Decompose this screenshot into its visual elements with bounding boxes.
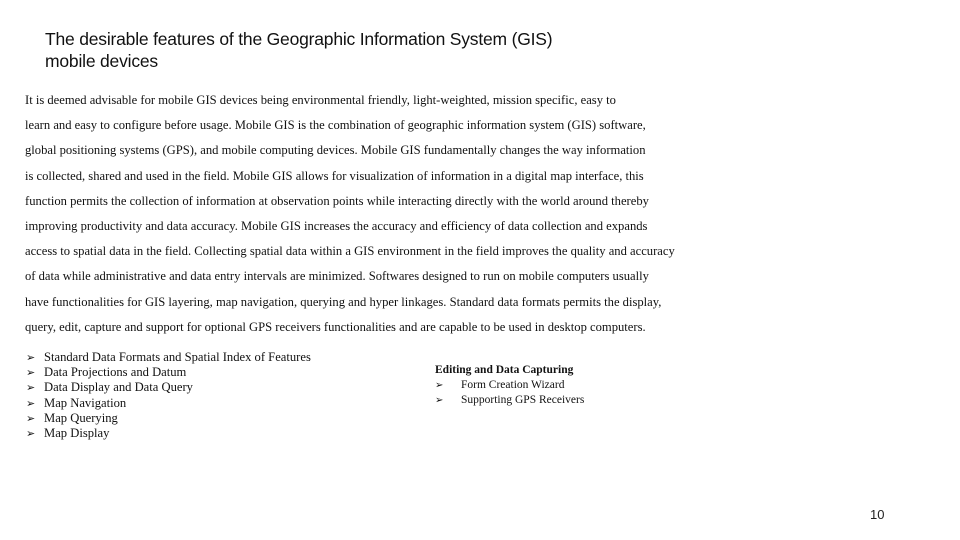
- arrow-bullet-icon: ➢: [435, 379, 444, 391]
- list-item-label: Data Display and Data Query: [44, 380, 193, 395]
- body-paragraph: [25, 90, 825, 342]
- list-item: [435, 393, 584, 409]
- paragraph-line: global positioning systems (GPS), and mobile computing devices. Mobile GIS fundamentally changes the way information: [25, 143, 646, 158]
- paragraph-line: is collected, shared and used in the field. Mobile GIS allows for visualization of information in a digital map interface, this: [25, 168, 644, 183]
- page-number: 10: [870, 507, 885, 522]
- paragraph-line: access to spatial data in the field. Collecting spatial data within a GIS environment in the field improves the quality and accuracy: [25, 244, 675, 259]
- list-item-label: Map Querying: [44, 410, 118, 425]
- arrow-bullet-icon: ➢: [26, 411, 36, 425]
- arrow-bullet-icon: ➢: [26, 396, 36, 410]
- paragraph-line: have functionalities for GIS layering, map navigation, querying and hyper linkages. Standard data formats permits the display,: [25, 294, 662, 309]
- arrow-bullet-icon: ➢: [26, 426, 36, 440]
- arrow-bullet-icon: ➢: [435, 395, 444, 406]
- section-heading: Editing and Data Capturing: [435, 364, 574, 376]
- paragraph-line: function permits the collection of information at observation points while interacting directly with the world around thereby: [25, 193, 649, 208]
- list-item-label: Data Projections and Datum: [44, 365, 187, 380]
- paragraph-line: learn and easy to configure before usage. Mobile GIS is the combination of geographic information system (GIS) software,: [25, 118, 646, 133]
- list-item: [26, 350, 311, 365]
- list-item: [435, 378, 584, 394]
- paragraph-line: It is deemed advisable for mobile GIS devices being environmental friendly, light-weighted, mission specific, easy to: [25, 93, 616, 107]
- list-item-label: Map Display: [44, 425, 110, 440]
- feature-bullet-list: [26, 350, 311, 441]
- list-item: [26, 426, 311, 441]
- list-item-label: Standard Data Formats and Spatial Index of Features: [44, 350, 311, 364]
- paragraph-line: of data while administrative and data entry intervals are minimized. Softwares designed to run on mobile computers usually: [25, 269, 649, 284]
- list-item: [26, 411, 311, 426]
- arrow-bullet-icon: ➢: [26, 381, 36, 395]
- slide-title: [45, 28, 665, 72]
- arrow-bullet-icon: ➢: [26, 351, 36, 364]
- list-item: [26, 365, 311, 380]
- paragraph-line: improving productivity and data accuracy. Mobile GIS increases the accuracy and efficiency of data collection and expands: [25, 218, 648, 233]
- list-item-label: Map Navigation: [44, 395, 127, 410]
- list-item: [26, 396, 311, 411]
- list-item-label: Supporting GPS Receivers: [461, 394, 585, 406]
- editing-capturing-section: [435, 363, 584, 409]
- paragraph-line: query, edit, capture and support for optional GPS receivers functionalities and are capable to be used in desktop computers.: [25, 319, 646, 334]
- arrow-bullet-icon: ➢: [26, 366, 36, 380]
- list-item: [26, 380, 311, 395]
- slide-title-line-1: The desirable features of the Geographic Information System (GIS): [45, 29, 553, 49]
- slide-title-line-2: mobile devices: [45, 51, 158, 71]
- list-item-label: Form Creation Wizard: [461, 378, 565, 391]
